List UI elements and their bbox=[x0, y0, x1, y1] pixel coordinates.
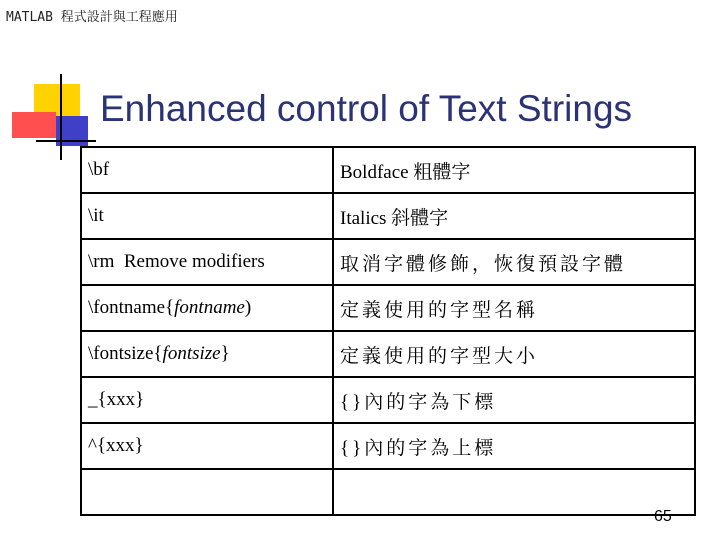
command-prefix: \fontsize{ bbox=[88, 343, 163, 364]
table-row bbox=[81, 331, 695, 377]
description-cell: {}內的字為上標 bbox=[333, 423, 695, 469]
description-cell: 定義使用的字型大小 bbox=[333, 331, 695, 377]
decor-red-square bbox=[12, 112, 56, 138]
table-row bbox=[81, 377, 695, 423]
description-cell: Boldface 粗體字 bbox=[333, 147, 695, 193]
table-row bbox=[81, 193, 695, 239]
command-cell: _{xxx} bbox=[81, 377, 333, 423]
description-cell: 取消字體修飾，恢復預設字體 bbox=[333, 239, 695, 285]
table-row-empty bbox=[81, 469, 695, 515]
description-cell bbox=[333, 469, 695, 515]
command-argument: fontsize bbox=[162, 343, 221, 364]
table-row bbox=[81, 285, 695, 331]
command-cell: \rm Remove modifiers bbox=[81, 239, 333, 285]
command-prefix: \fontname{ bbox=[88, 297, 175, 318]
page-number: 65 bbox=[654, 508, 672, 525]
command-cell bbox=[81, 285, 333, 331]
slide-header: MATLAB 程式設計與工程應用 bbox=[6, 10, 178, 25]
command-cell bbox=[81, 331, 333, 377]
table-row bbox=[81, 239, 695, 285]
command-suffix: } bbox=[220, 343, 230, 364]
description-cell: 定義使用的字型名稱 bbox=[333, 285, 695, 331]
command-cell: \it bbox=[81, 193, 333, 239]
command-cell: \bf bbox=[81, 147, 333, 193]
decor-vertical-line bbox=[60, 74, 62, 160]
decor-horizontal-line bbox=[36, 140, 96, 142]
command-cell bbox=[81, 469, 333, 515]
text-commands-table bbox=[80, 146, 696, 516]
table-row bbox=[81, 423, 695, 469]
command-argument: fontname bbox=[174, 297, 245, 318]
command-suffix: ) bbox=[244, 297, 252, 318]
command-cell: ^{xxx} bbox=[81, 423, 333, 469]
description-cell: Italics 斜體字 bbox=[333, 193, 695, 239]
description-cell: {}內的字為下標 bbox=[333, 377, 695, 423]
slide-title: Enhanced control of Text Strings bbox=[100, 88, 633, 129]
table-row bbox=[81, 147, 695, 193]
